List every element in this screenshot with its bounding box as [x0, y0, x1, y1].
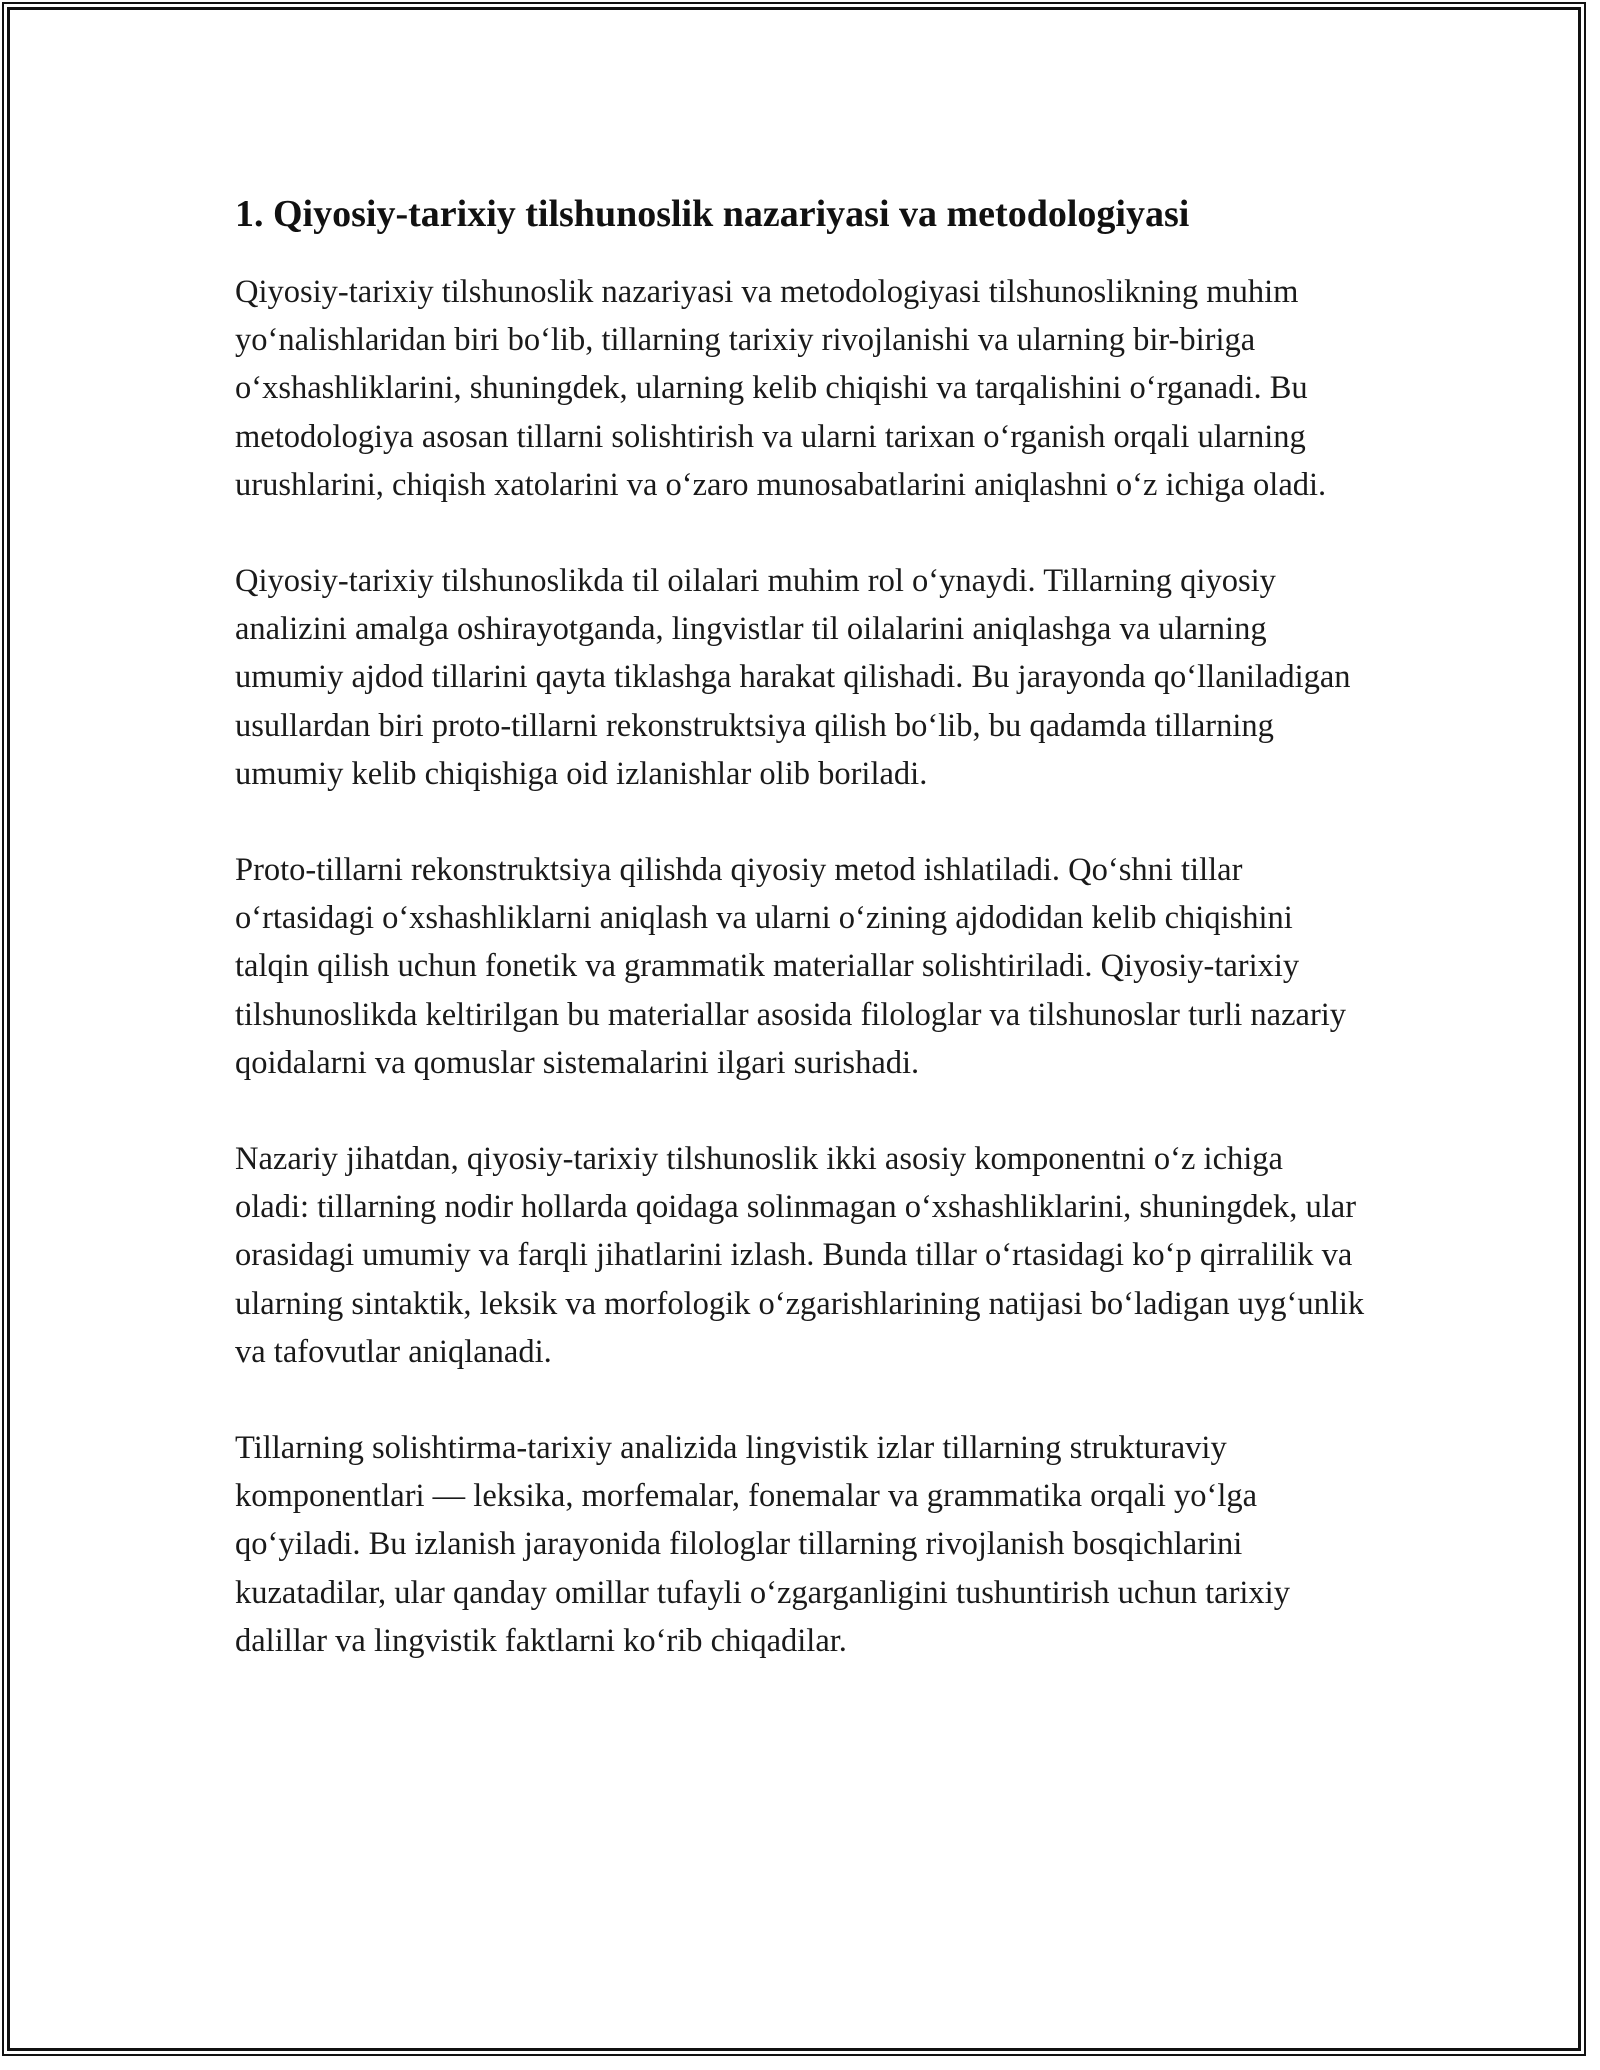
- paragraph-5: Tillarning solishtirma-tarixiy analizida lingvistik izlar tillarning strukturaviy komponentlari — leksika, morfemalar, fonemalar va grammatika orqali yo‘lga qo‘yiladi. Bu izlanish jarayonida filologlar tillarning rivojlanish bosqichlarini kuzatadilar, ular qanday omillar tufayli o‘zgarganligini tushuntirish uchun tarixiy dalillar va lingvistik faktlarni ko‘rib chiqadilar.: [235, 1430, 1290, 1659]
- paragraph-1: Qiyosiy-tarixiy tilshunoslik nazariyasi va metodologiyasi tilshunoslikning muhim yo‘nalishlaridan biri bo‘lib, tillarning tarixiy rivojlanishi va ularning bir-biriga o‘xshashliklarini, shuningdek, ularning kelib chiqishi va tarqalishini o‘rganadi. Bu metodologiya asosan tillarni solishtirish va ularni tarixan o‘rganish orqali ularning urushlarini, chiqish xatolarini va o‘zaro munosabatlarini aniqlashni o‘z ichiga oladi.: [235, 274, 1327, 503]
- paragraph-4: Nazariy jihatdan, qiyosiy-tarixiy tilshunoslik ikki asosiy komponentni o‘z ichiga oladi: tillarning nodir hollarda qoidaga solinmagan o‘xshashliklarini, shuningdek, ular orasidagi umumiy va farqli jihatlarini izlash. Bunda tillar o‘rtasidagi ko‘p qirralilik va ularning sintaktik, leksik va morfologik o‘zgarishlarining natijasi bo‘ladigan uyg‘unlik va tafovutlar aniqlanadi.: [235, 1141, 1365, 1370]
- section-heading: 1. Qiyosiy-tarixiy tilshunoslik nazariyasi va metodologiyasi: [235, 193, 1190, 235]
- paragraph-3: Proto-tillarni rekonstruktsiya qilishda qiyosiy metod ishlatiladi. Qo‘shni tillar o‘rtasidagi o‘xshashliklarni aniqlash va ularni o‘zining ajdodidan kelib chiqishini talqin qilish uchun fonetik va grammatik materiallar solishtiriladi. Qiyosiy-tarixiy tilshunoslikda keltirilgan bu materiallar asosida filologlar va tilshunoslar turli nazariy qoidalarni va qomuslar sistemalarini ilgari surishadi.: [235, 852, 1347, 1081]
- document-body: [235, 190, 1365, 1713]
- paragraph-2: Qiyosiy-tarixiy tilshunoslikda til oilalari muhim rol o‘ynaydi. Tillarning qiyosiy analizini amalga oshirayotganda, lingvistlar til oilalarini aniqlashga va ularning umumiy ajdod tillarini qayta tiklashga harakat qilishadi. Bu jarayonda qo‘llaniladigan usullardan biri proto-tillarni rekonstruktsiya qilish bo‘lib, bu qadamda tillarning umumiy kelib chiqishiga oid izlanishlar olib boriladi.: [235, 563, 1351, 792]
